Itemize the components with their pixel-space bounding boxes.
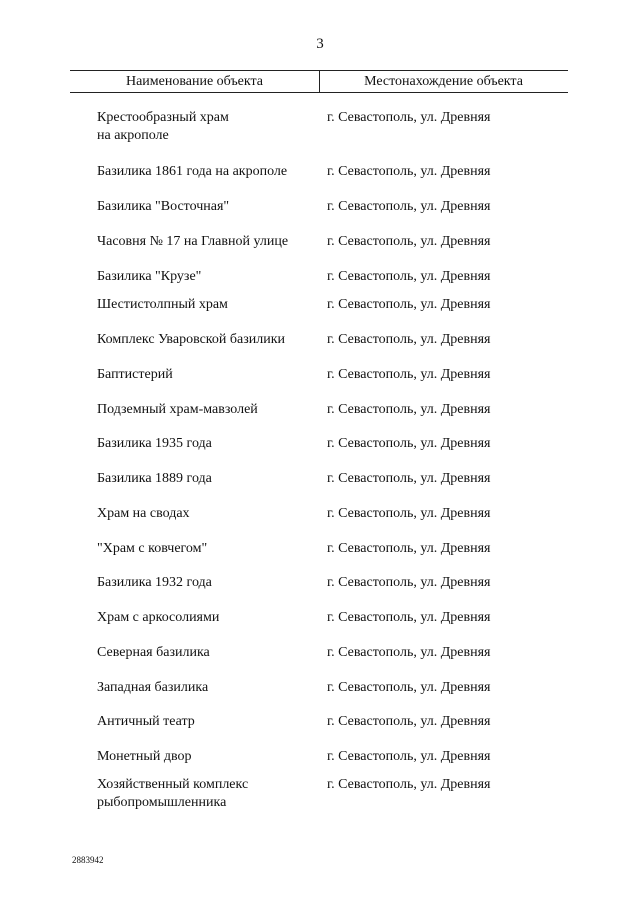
object-name: Античный театр bbox=[97, 714, 195, 729]
object-name: "Храм с ковчегом" bbox=[97, 541, 208, 556]
object-name: Северная базилика bbox=[97, 645, 210, 660]
object-location: г. Севастополь, ул. Древняя bbox=[327, 199, 491, 214]
object-name: Храм на сводах bbox=[97, 506, 190, 521]
object-location: г. Севастополь, ул. Древняя bbox=[327, 332, 491, 347]
document-code: 2883942 bbox=[72, 855, 104, 865]
object-name: Базилика 1889 года bbox=[97, 471, 212, 486]
object-name: Базилика 1861 года на акрополе bbox=[97, 164, 288, 179]
object-name: Базилика "Крузе" bbox=[97, 269, 202, 284]
object-location: г. Севастополь, ул. Древняя bbox=[327, 714, 491, 729]
object-location: г. Севастополь, ул. Древняя bbox=[327, 541, 491, 556]
object-location: г. Севастополь, ул. Древняя bbox=[327, 164, 491, 179]
object-location: г. Севастополь, ул. Древняя bbox=[327, 575, 491, 590]
object-name: Хозяйственный комплекс рыбопромышленника bbox=[97, 777, 249, 810]
object-location: г. Севастополь, ул. Древняя bbox=[327, 610, 491, 625]
header-name-column: Наименование объекта bbox=[125, 74, 264, 89]
object-name: Часовня № 17 на Главной улице bbox=[97, 234, 289, 249]
object-name: Базилика "Восточная" bbox=[97, 199, 230, 214]
header-location-column: Местонахождение объекта bbox=[364, 74, 523, 89]
object-name: Базилика 1932 года bbox=[97, 575, 212, 590]
object-location: г. Севастополь, ул. Древняя bbox=[327, 234, 491, 249]
object-location: г. Севастополь, ул. Древняя bbox=[327, 110, 491, 125]
object-location: г. Севастополь, ул. Древняя bbox=[327, 749, 491, 764]
object-name: Храм с аркосолиями bbox=[97, 610, 220, 625]
object-location: г. Севастополь, ул. Древняя bbox=[327, 645, 491, 660]
object-name: Подземный храм-мавзолей bbox=[97, 402, 258, 417]
object-name: Шестистолпный храм bbox=[97, 297, 228, 312]
object-location: г. Севастополь, ул. Древняя bbox=[327, 506, 491, 521]
object-location: г. Севастополь, ул. Древняя bbox=[327, 402, 491, 417]
object-location: г. Севастополь, ул. Древняя bbox=[327, 297, 491, 312]
object-location: г. Севастополь, ул. Древняя bbox=[327, 777, 491, 792]
object-name: Базилика 1935 года bbox=[97, 436, 212, 451]
object-location: г. Севастополь, ул. Древняя bbox=[327, 367, 491, 382]
object-name: Баптистерий bbox=[97, 367, 173, 382]
object-name: Комплекс Уваровской базилики bbox=[97, 332, 286, 347]
object-name: Западная базилика bbox=[97, 680, 209, 695]
object-location: г. Севастополь, ул. Древняя bbox=[327, 436, 491, 451]
object-location: г. Севастополь, ул. Древняя bbox=[327, 269, 491, 284]
page-number: 3 bbox=[316, 36, 324, 52]
object-location: г. Севастополь, ул. Древняя bbox=[327, 680, 491, 695]
object-name: Монетный двор bbox=[97, 749, 192, 764]
object-name: Крестообразный храм на акрополе bbox=[97, 110, 229, 143]
object-location: г. Севастополь, ул. Древняя bbox=[327, 471, 491, 486]
